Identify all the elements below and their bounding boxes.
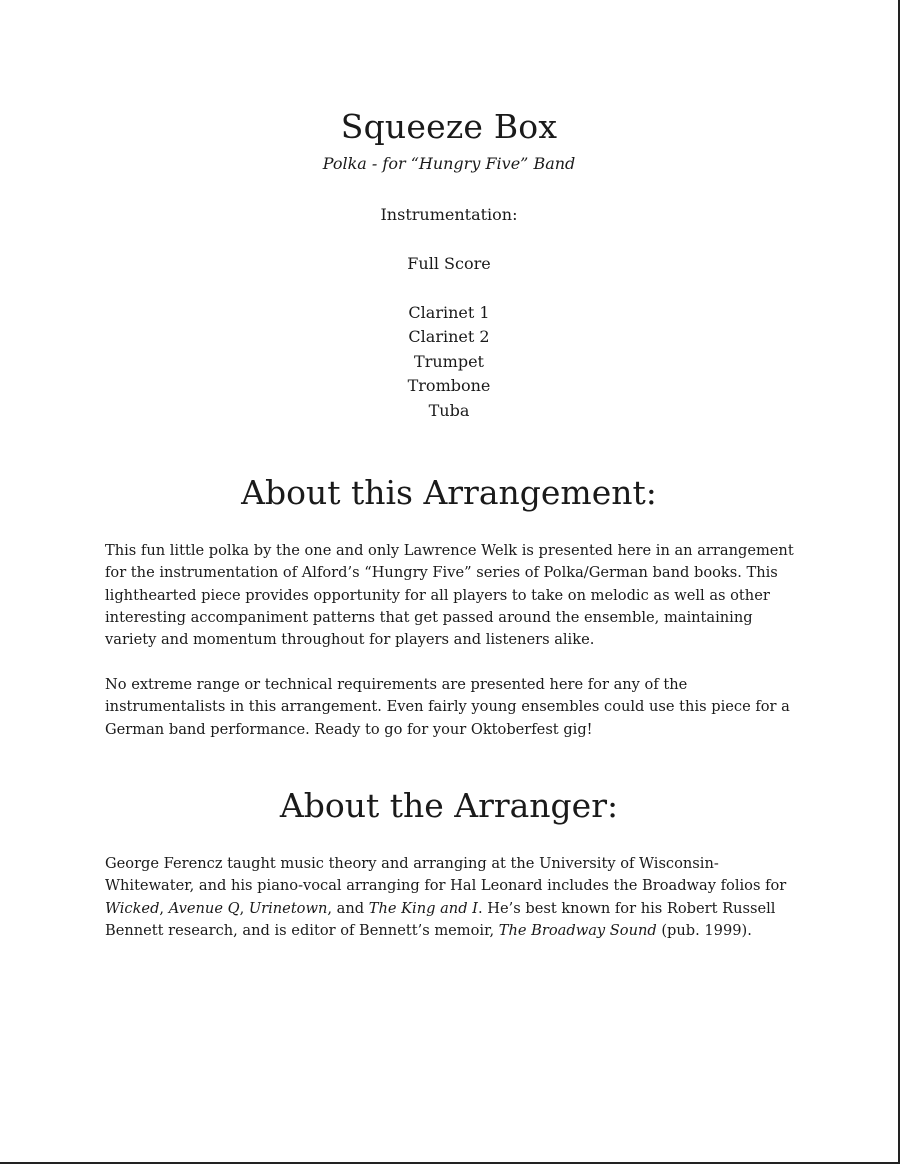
piece-title: Squeeze Box: [340, 107, 558, 146]
about-arranger-paragraph: [105, 853, 795, 942]
arranger-text: , and: [327, 899, 369, 917]
about-arrangement-paragraph-2: No extreme range or technical requirements are presented here for any of the instrumentalists in this arrangement. Even fairly young ensembles could use this piece for a German band performance. Ready to go for your Oktoberfest gig!: [105, 676, 790, 738]
work-title: Avenue Q: [168, 899, 240, 917]
arranger-text: ,: [239, 899, 249, 917]
arranger-text: (pub. 1999).: [656, 921, 752, 939]
about-arrangement-paragraph-1: This fun little polka by the one and only Lawrence Welk is presented here in an arrangement for the instrumentation of Alford’s “Hungry Five” series of Polka/German band books. This lighthearted piece provides opportunity for all players to take on melodic as well as other interesting accompaniment patterns that get passed around the ensemble, maintaining variety and momentum throughout for players and listeners alike.: [105, 542, 794, 649]
instrument-part: Trumpet: [414, 351, 484, 371]
arranger-text: . He’s best known for his Robert Russell Bennett research, and is editor of Bennett’s memoir,: [105, 899, 776, 939]
instrument-parts-list: [0, 301, 898, 423]
instrument-part: Clarinet 1: [408, 303, 490, 322]
arranger-text: George Ferencz taught music theory and arranging at the University of Wisconsin-Whitewater, and his piano-vocal arranging for Hal Leonard includes the Broadway folios for: [105, 855, 787, 895]
instrument-part: Tuba: [428, 400, 470, 420]
piece-subtitle: Polka - for “Hungry Five” Band: [322, 154, 576, 173]
instrument-part: Clarinet 2: [408, 327, 490, 347]
work-title: Urinetown: [248, 899, 328, 917]
instrument-part: Trombone: [407, 376, 491, 396]
work-title: The Broadway Sound: [498, 921, 657, 939]
work-title: Wicked: [105, 899, 160, 917]
about-arranger-heading: About the Arranger:: [279, 786, 619, 825]
arranger-text: ,: [159, 899, 169, 917]
instrumentation-heading: Instrumentation:: [380, 205, 518, 224]
full-score-label: Full Score: [407, 254, 491, 273]
work-title: The King and I: [368, 899, 478, 917]
about-arrangement-heading: About this Arrangement:: [241, 473, 657, 512]
